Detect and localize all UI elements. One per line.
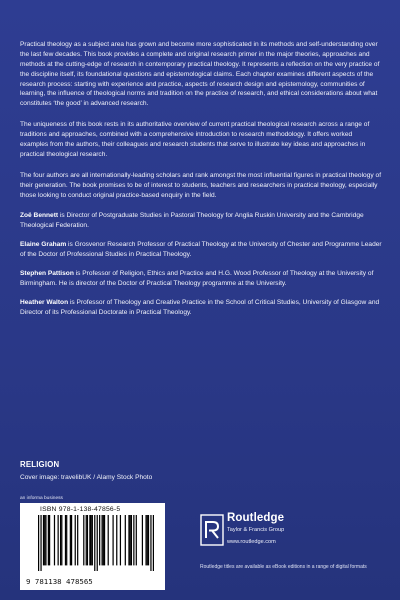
barcode-bar xyxy=(38,515,39,571)
description-paragraph-3: The four authors are all internationally-leading scholars and rank amongst the most influential figures in practical theology of their generation. The book promises to be of interest to students, teachers and researchers in practical theology, especially those looking to conduct original practice-based enquiry in the field. xyxy=(20,171,382,199)
barcode-bar xyxy=(49,515,50,565)
barcode-bar xyxy=(83,515,84,565)
author-bio-bennett xyxy=(20,211,382,231)
barcode-bar xyxy=(86,515,87,565)
barcode-bar xyxy=(75,515,76,565)
barcode-bar xyxy=(44,515,45,565)
barcode-bar xyxy=(120,515,121,565)
informa-note: an informa business xyxy=(20,496,63,501)
author-bio-text: is Director of Postgraduate Studies in Pastoral Theology for Anglia Ruskin University and the Cambridge Theological Federation. xyxy=(20,212,364,230)
author-bio-walton xyxy=(20,298,382,318)
barcode-bar xyxy=(70,515,71,565)
barcode-bar xyxy=(65,515,66,565)
routledge-logo-icon xyxy=(200,514,224,546)
barcode-bar xyxy=(101,515,102,565)
barcode-bar xyxy=(130,515,131,565)
barcode-bar xyxy=(145,515,146,565)
author-name: Heather Walton xyxy=(20,298,69,306)
barcode-bar xyxy=(43,515,44,565)
barcode-bar xyxy=(61,515,62,565)
cover-image-credit: Cover image: travelibUK / Alamy Stock Photo xyxy=(20,474,153,481)
barcode-bar xyxy=(103,515,104,565)
description-paragraph-1: Practical theology as a subject area has grown and become more sophisticated in its methods and self-understanding over the last few decades. This book provides a complete and original research primer in the major theories, approaches and methods at the cutting-edge of research in contemporary practical theology. It represents a reflection on the very practice of the discipline itself, its foundational questions and epistemological claims. Each chapter examines different aspects of the research process: starting with experience and practice, aspects of research design and epistemology, communities of learning, the influence of theological norms and tradition on the practice of research, and ethical considerations about what constitutes ‘the good’ in advanced research. xyxy=(20,41,380,108)
publisher-name: Routledge xyxy=(227,512,285,524)
barcode-bar xyxy=(128,515,129,565)
barcode-bar xyxy=(148,515,149,565)
barcode-image xyxy=(38,515,154,571)
blurb-section xyxy=(20,40,382,327)
author-name: Zoë Bennett xyxy=(20,212,59,220)
author-bio-text: is Professor of Theology and Creative Practice in the School of Critical Studies, University of Glasgow and Director of its Professional Doctorate in Practical Theology. xyxy=(20,298,380,316)
barcode-bar xyxy=(104,515,105,565)
publisher-url: www.routledge.com xyxy=(227,539,276,545)
barcode-bar xyxy=(92,515,93,565)
barcode-bar xyxy=(136,515,137,565)
ebook-note: Routledge titles are available as eBook editions in a range of digital formats xyxy=(200,564,367,570)
barcode-bar xyxy=(40,515,41,571)
barcode-panel xyxy=(20,503,165,590)
author-name: Stephen Pattison xyxy=(20,270,74,278)
barcode-bar xyxy=(66,515,67,565)
author-name: Elaine Graham xyxy=(20,241,67,249)
barcode-bar xyxy=(89,515,90,565)
barcode-bar xyxy=(116,515,117,565)
barcode-bar xyxy=(58,515,59,565)
barcode-bar xyxy=(45,515,46,565)
barcode-bar xyxy=(91,515,92,565)
barcode-bar xyxy=(87,515,88,565)
barcode-bar xyxy=(94,515,95,571)
barcode-bar xyxy=(153,515,154,571)
publisher-block xyxy=(200,512,390,554)
barcode-bar xyxy=(133,515,134,565)
barcode-bar xyxy=(125,515,126,565)
barcode-bar xyxy=(71,515,72,565)
barcode-bar xyxy=(97,515,98,571)
publisher-group: Taylor & Francis Group xyxy=(227,527,285,533)
barcode-digits: 9 781138 478565 xyxy=(26,577,93,586)
barcode-bar xyxy=(131,515,132,565)
barcode-bar xyxy=(142,515,143,565)
isbn-text: ISBN 978-1-138-47856-5 xyxy=(40,506,121,513)
subject-category: RELIGION xyxy=(20,460,60,469)
barcode-bar xyxy=(77,515,78,565)
barcode-bar xyxy=(54,515,55,565)
barcode-bar xyxy=(60,515,61,565)
author-bio-graham xyxy=(20,240,382,260)
barcode-bar xyxy=(108,515,109,565)
barcode-bar xyxy=(48,515,49,565)
barcode-bar xyxy=(150,515,151,571)
author-bio-text: is Grosvenor Research Professor of Practical Theology at the University of Chester and Programme Leader of the Doctor of Professional Studies in Practical Theology. xyxy=(20,241,382,259)
barcode-bar xyxy=(99,515,100,565)
author-bio-pattison xyxy=(20,269,382,289)
barcode-bar xyxy=(112,515,113,565)
description-paragraph-2: The uniqueness of this book rests in its authoritative overview of current practical theological research across a range of traditions and approaches, combined with a comprehensive introduction to research methodology. It offers worked examples from the authors, their colleagues and research students that serve to illustrate key ideas and approaches in practical theological research. xyxy=(20,121,370,158)
author-bio-text: is Professor of Religion, Ethics and Practice and H.G. Wood Professor of Theology at the University of Birmingham. He is director of the Doctor of Practical Theology programme at the University. xyxy=(20,270,374,287)
barcode-bar xyxy=(147,515,148,565)
